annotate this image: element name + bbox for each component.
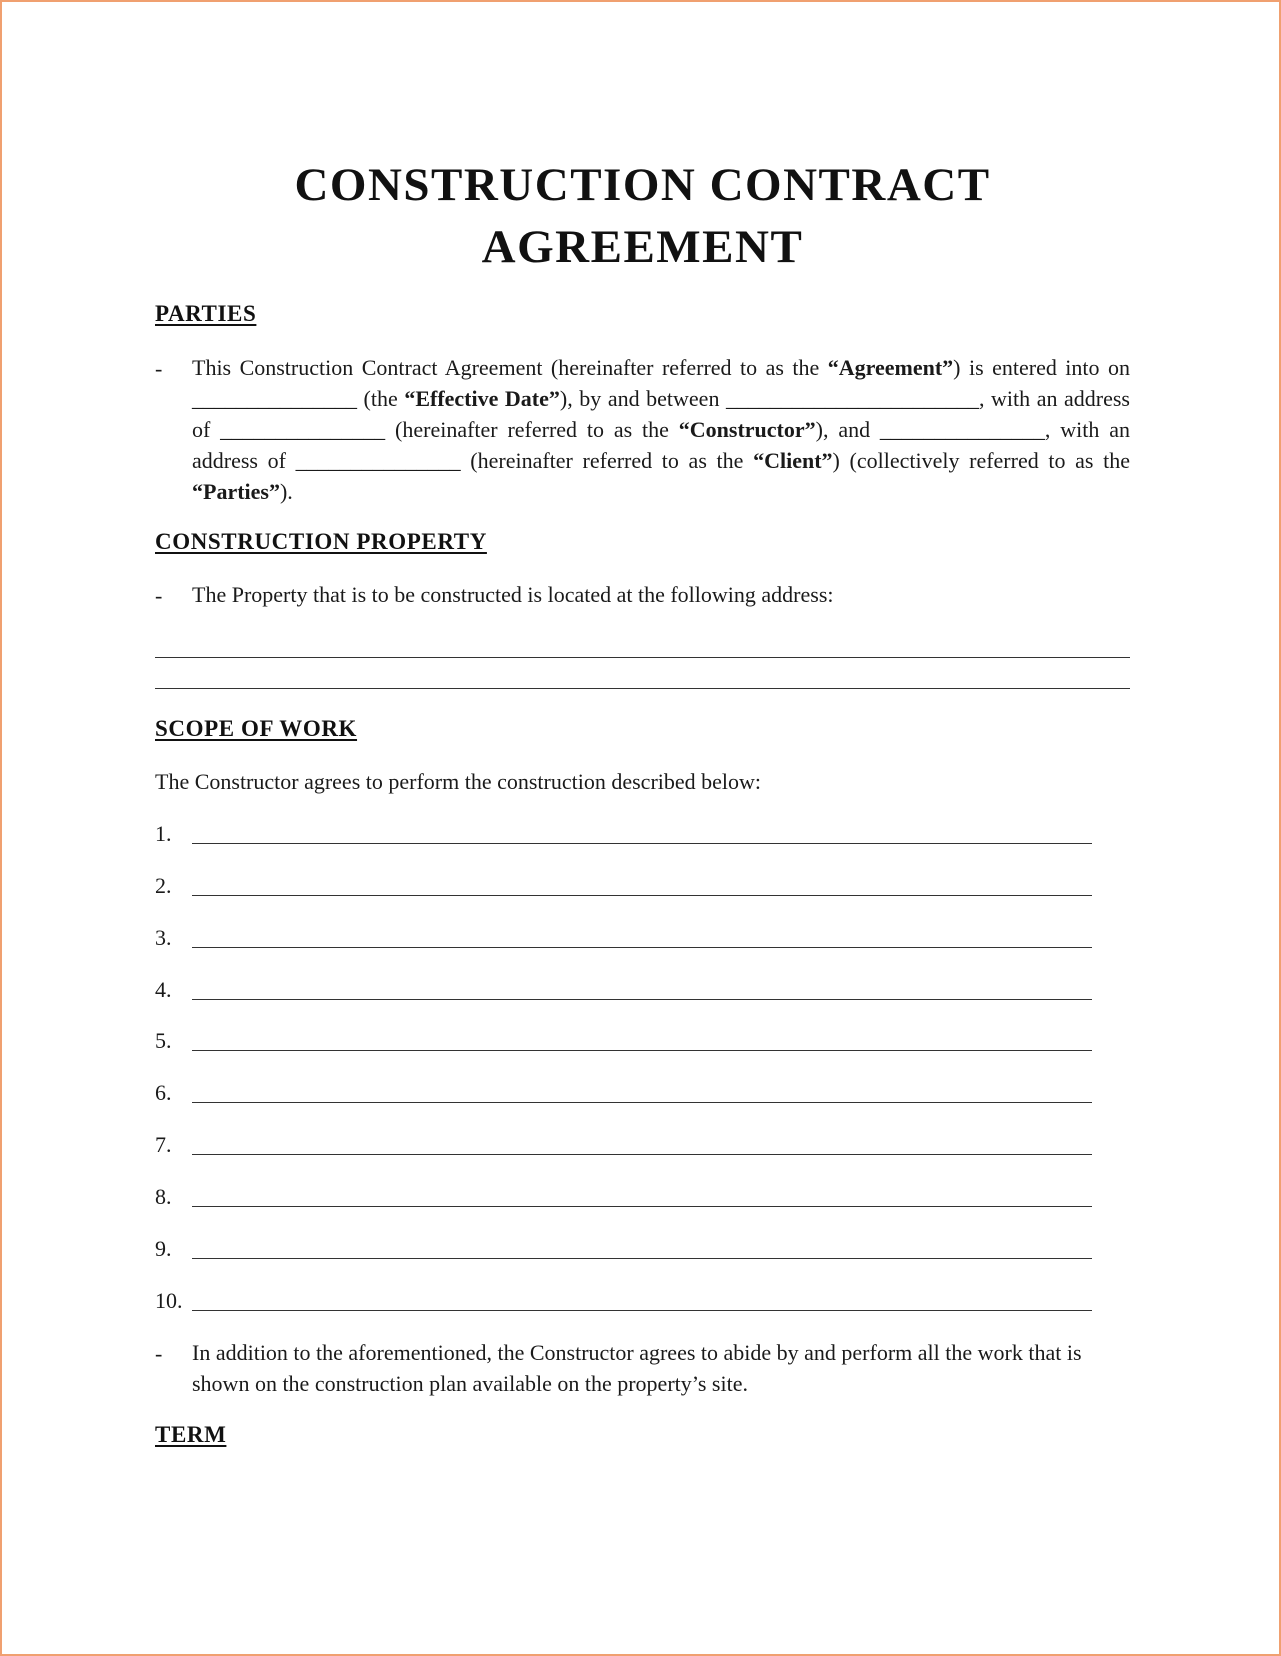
scope-item-line[interactable] [192,1154,1092,1155]
scope-item-line[interactable] [192,999,1092,1000]
scope-item-number: 10. [155,1288,183,1313]
title-line-1: CONSTRUCTION CONTRACT [294,159,991,211]
term-heading: TERM [155,1422,227,1447]
parties-text-2: ) is entered into on _______________ (the [192,355,1130,411]
scope-item-line[interactable] [192,1258,1092,1259]
property-address-line-2[interactable] [155,688,1130,689]
scope-heading: SCOPE OF WORK [155,716,358,741]
scope-item-number: 6. [155,1080,172,1105]
scope-item-line[interactable] [192,895,1092,896]
effective-date-term: “Effective Date” [404,386,560,411]
parties-bullet: - [155,356,163,381]
scope-item-number: 2. [155,873,172,898]
parties-text-5: ) (collectively referred to as the [832,448,1131,473]
title-line-2: AGREEMENT [481,221,804,273]
scope-item-line[interactable] [192,1206,1092,1207]
property-text: The Property that is to be constructed is located at the following address: [192,582,834,607]
scope-item-number: 3. [155,925,172,950]
property-bullet: - [155,583,163,608]
parties-text-1: This Construction Contract Agreement (hereinafter referred to as the [192,355,828,380]
scope-addition-bullet: - [155,1341,163,1366]
scope-item-number: 7. [155,1132,172,1157]
document-title [2,154,1281,278]
scope-item-number: 1. [155,821,172,846]
parties-text-4: ), and _______________, with an address of _______________ (hereinafter referred to as the [192,417,1131,473]
parties-heading: PARTIES [155,301,257,326]
constructor-term: “Constructor” [678,417,816,442]
scope-addition-text: In addition to the aforementioned, the Constructor agrees to abide by and perform all the work that is shown on the construction plan available on the property’s site. [192,1340,1082,1396]
scope-item-number: 8. [155,1184,172,1209]
scope-item-line[interactable] [192,1102,1092,1103]
scope-item-line[interactable] [192,1310,1092,1311]
client-term: “Client” [753,448,833,473]
scope-item-number: 4. [155,977,172,1002]
parties-text-3: ), by and between _______________________, with an address of _______________ (hereinafter referred to as the [192,386,1130,442]
agreement-term: “Agreement” [827,355,954,380]
scope-intro: The Constructor agrees to perform the construction described below: [155,769,762,794]
scope-item-line[interactable] [192,1050,1092,1051]
scope-item-number: 5. [155,1028,172,1053]
scope-item-number: 9. [155,1236,172,1261]
parties-text-6: ). [279,479,293,504]
parties-term: “Parties” [192,479,280,504]
parties-paragraph [192,352,1130,507]
scope-item-line[interactable] [192,947,1092,948]
property-heading: CONSTRUCTION PROPERTY [155,529,487,554]
property-address-line-1[interactable] [155,657,1130,658]
scope-item-line[interactable] [192,843,1092,844]
